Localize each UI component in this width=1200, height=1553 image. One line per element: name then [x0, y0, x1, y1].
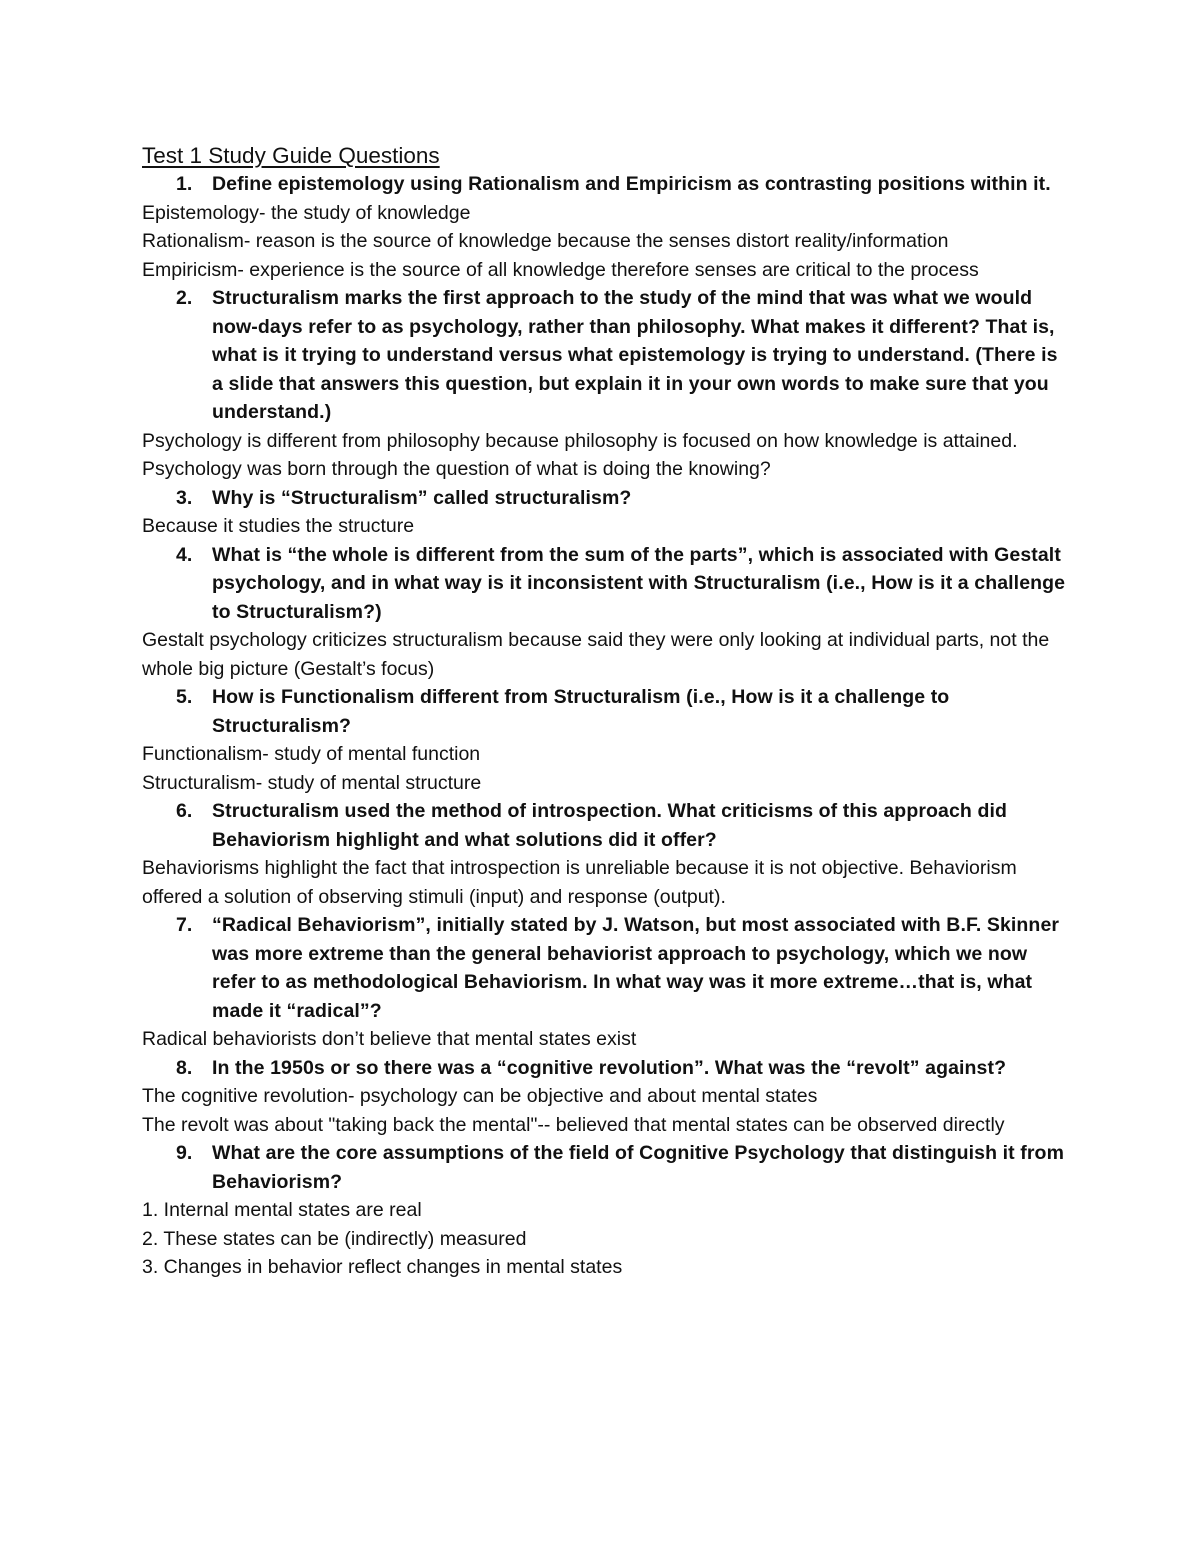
- answer-text: Radical behaviorists don’t believe that mental states exist: [142, 1028, 637, 1050]
- answer-text: Behaviorisms highlight the fact that introspection is unreliable because it is not objective. Behaviorism offered a solution of observing stimuli (input) and response (output).: [142, 857, 1017, 908]
- question-item: [142, 683, 1072, 740]
- answer-text: Empiricism- experience is the source of all knowledge therefore senses are critical to the process: [142, 258, 979, 281]
- answer-text: Gestalt psychology criticizes structuralism because said they were only looking at individual parts, not the whole big picture (Gestalt’s focus): [142, 629, 1050, 680]
- question-item: [142, 1139, 1072, 1196]
- question-text: “Radical Behaviorism”, initially stated by J. Watson, but most associated with B.F. Skinner was more extreme than the general behaviorist approach to psychology, which we now refer to as methodological Behaviorism. In what way was it more extreme…that is, what made it “radical”?: [212, 914, 1060, 1022]
- question-number: [142, 911, 212, 1025]
- answer-text: 2. These states can be (indirectly) measured: [142, 1227, 527, 1250]
- question-item: [142, 1054, 1072, 1083]
- answer-text: Structuralism- study of mental structure: [142, 771, 482, 794]
- question-item: [142, 541, 1072, 627]
- question-item: [142, 170, 1072, 199]
- question-number-label: 4.: [176, 543, 193, 566]
- question-text: In the 1950s or so there was a “cognitive revolution”. What was the “revolt” against?: [212, 1056, 1007, 1079]
- question-number: [142, 683, 212, 740]
- question-number: [142, 541, 212, 627]
- question-text: What is “the whole is different from the sum of the parts”, which is associated with Gestalt psychology, and in what way is it inconsistent with Structuralism (i.e., How is it a challenge to Structuralism?): [212, 543, 1066, 623]
- question-number-label: 5.: [176, 686, 193, 708]
- question-text: Structuralism marks the first approach to the study of the mind that was what we would now-days refer to as psychology, rather than philosophy. What makes it different? That is, what is it trying to understand versus what epistemology is trying to understand. (There is a slide that answers this question, but explain it in your own words to make sure that you understand.): [212, 287, 1058, 423]
- answer-text: The revolt was about "taking back the mental"-- believed that mental states can be observed directly: [142, 1113, 1005, 1136]
- question-number: [142, 484, 212, 513]
- answer-text: Functionalism- study of mental function: [142, 743, 481, 765]
- question-text: Why is “Structuralism” called structuralism?: [212, 486, 632, 509]
- question-text: How is Functionalism different from Structuralism (i.e., How is it a challenge to Structuralism?: [212, 686, 950, 737]
- question-item: [142, 484, 1072, 513]
- question-number: [142, 284, 212, 427]
- question-text: What are the core assumptions of the field of Cognitive Psychology that distinguish it from Behaviorism?: [212, 1142, 1065, 1193]
- question-text: Define epistemology using Rationalism and Empiricism as contrasting positions within it.: [212, 173, 1051, 195]
- question-item: [142, 284, 1072, 427]
- answer-text: 1. Internal mental states are real: [142, 1199, 422, 1221]
- answer-text: 3. Changes in behavior reflect changes in mental states: [142, 1256, 623, 1278]
- question-text: Structuralism used the method of introspection. What criticisms of this approach did Behaviorism highlight and what solutions did it offer?: [212, 800, 1007, 851]
- answer-text: Epistemology- the study of knowledge: [142, 201, 471, 224]
- question-number-label: 8.: [176, 1056, 193, 1079]
- question-number: [142, 170, 212, 199]
- question-number-label: 6.: [176, 800, 193, 822]
- question-number-label: 1.: [176, 173, 193, 195]
- question-number-label: 3.: [176, 486, 193, 509]
- question-number-label: 9.: [176, 1142, 193, 1164]
- question-number: [142, 1054, 212, 1083]
- answer-text: The cognitive revolution- psychology can be objective and about mental states: [142, 1085, 818, 1107]
- answer-text: Because it studies the structure: [142, 515, 415, 537]
- question-item: [142, 911, 1072, 1025]
- answer-text: Psychology is different from philosophy because philosophy is focused on how knowledge is attained. Psychology was born through the question of what is doing the knowing?: [142, 429, 1018, 480]
- question-number-label: 7.: [176, 914, 193, 936]
- document-title: Test 1 Study Guide Questions: [142, 143, 440, 168]
- question-number-label: 2.: [176, 287, 193, 309]
- question-list: [142, 170, 1072, 1282]
- question-item: [142, 797, 1072, 854]
- question-number: [142, 797, 212, 854]
- document-page: [142, 142, 1072, 1282]
- answer-text: Rationalism- reason is the source of knowledge because the senses distort reality/information: [142, 230, 949, 252]
- question-number: [142, 1139, 212, 1196]
